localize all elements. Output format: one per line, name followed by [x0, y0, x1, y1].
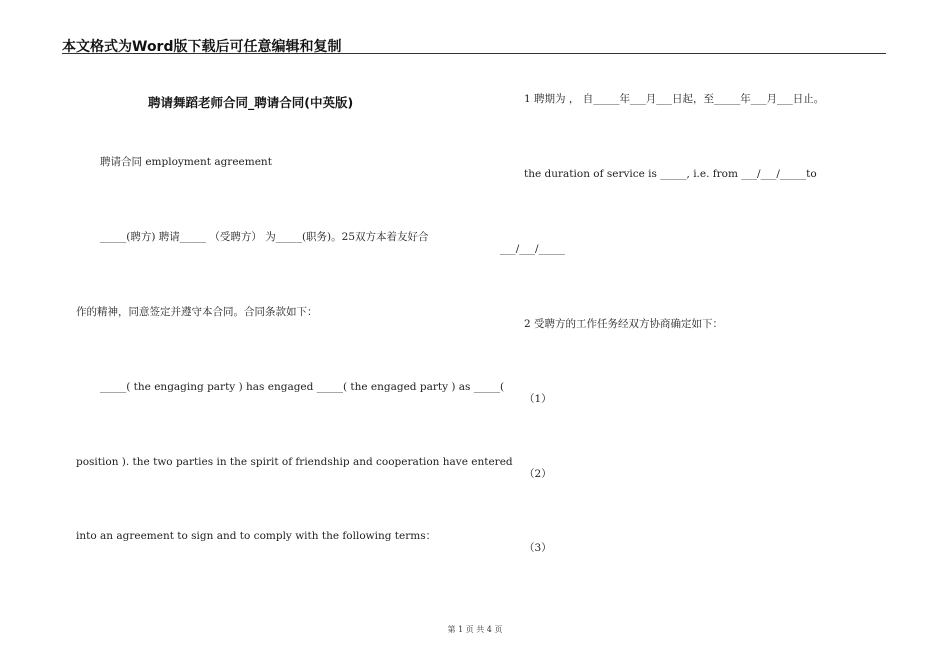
- right-paragraph-line: 1 聘期为 ， 自_____年___月___日起，至_____年___月___日止。: [524, 93, 825, 105]
- left-paragraph-line: 聘请合同 employment agreement: [100, 156, 272, 168]
- right-paragraph-line: the duration of service is _____, i.e. from ___/___/_____to: [524, 168, 817, 180]
- right-paragraph-line: ___/___/_____: [500, 243, 565, 255]
- page-indicator: 第 1 页 共 4 页: [447, 625, 503, 634]
- left-paragraph-line: position ). the two parties in the spirit of friendship and cooperation have entered: [76, 456, 513, 468]
- list-item: （2）: [524, 468, 552, 480]
- left-paragraph-line: 作的精神，同意签定并遵守本合同。合同条款如下：: [76, 306, 318, 318]
- left-paragraph-line: _____(聘方) 聘请_____ （受聘方） 为_____(职务)。25双方本着友好合: [100, 231, 429, 243]
- list-item: （3）: [524, 542, 552, 554]
- document-title: 聘请舞蹈老师合同_聘请合同(中英版): [148, 95, 354, 110]
- right-paragraph-line: 2 受聘方的工作任务经双方协商确定如下：: [524, 318, 724, 330]
- header-divider: [62, 53, 886, 54]
- left-paragraph-line: into an agreement to sign and to comply with the following terms：: [76, 530, 437, 542]
- left-paragraph-line: _____( the engaging party ) has engaged _____( the engaged party ) as _____(: [100, 381, 505, 393]
- page-header: 本文格式为Word版下载后可任意编辑和复制: [62, 39, 342, 55]
- list-item: （1）: [524, 393, 552, 405]
